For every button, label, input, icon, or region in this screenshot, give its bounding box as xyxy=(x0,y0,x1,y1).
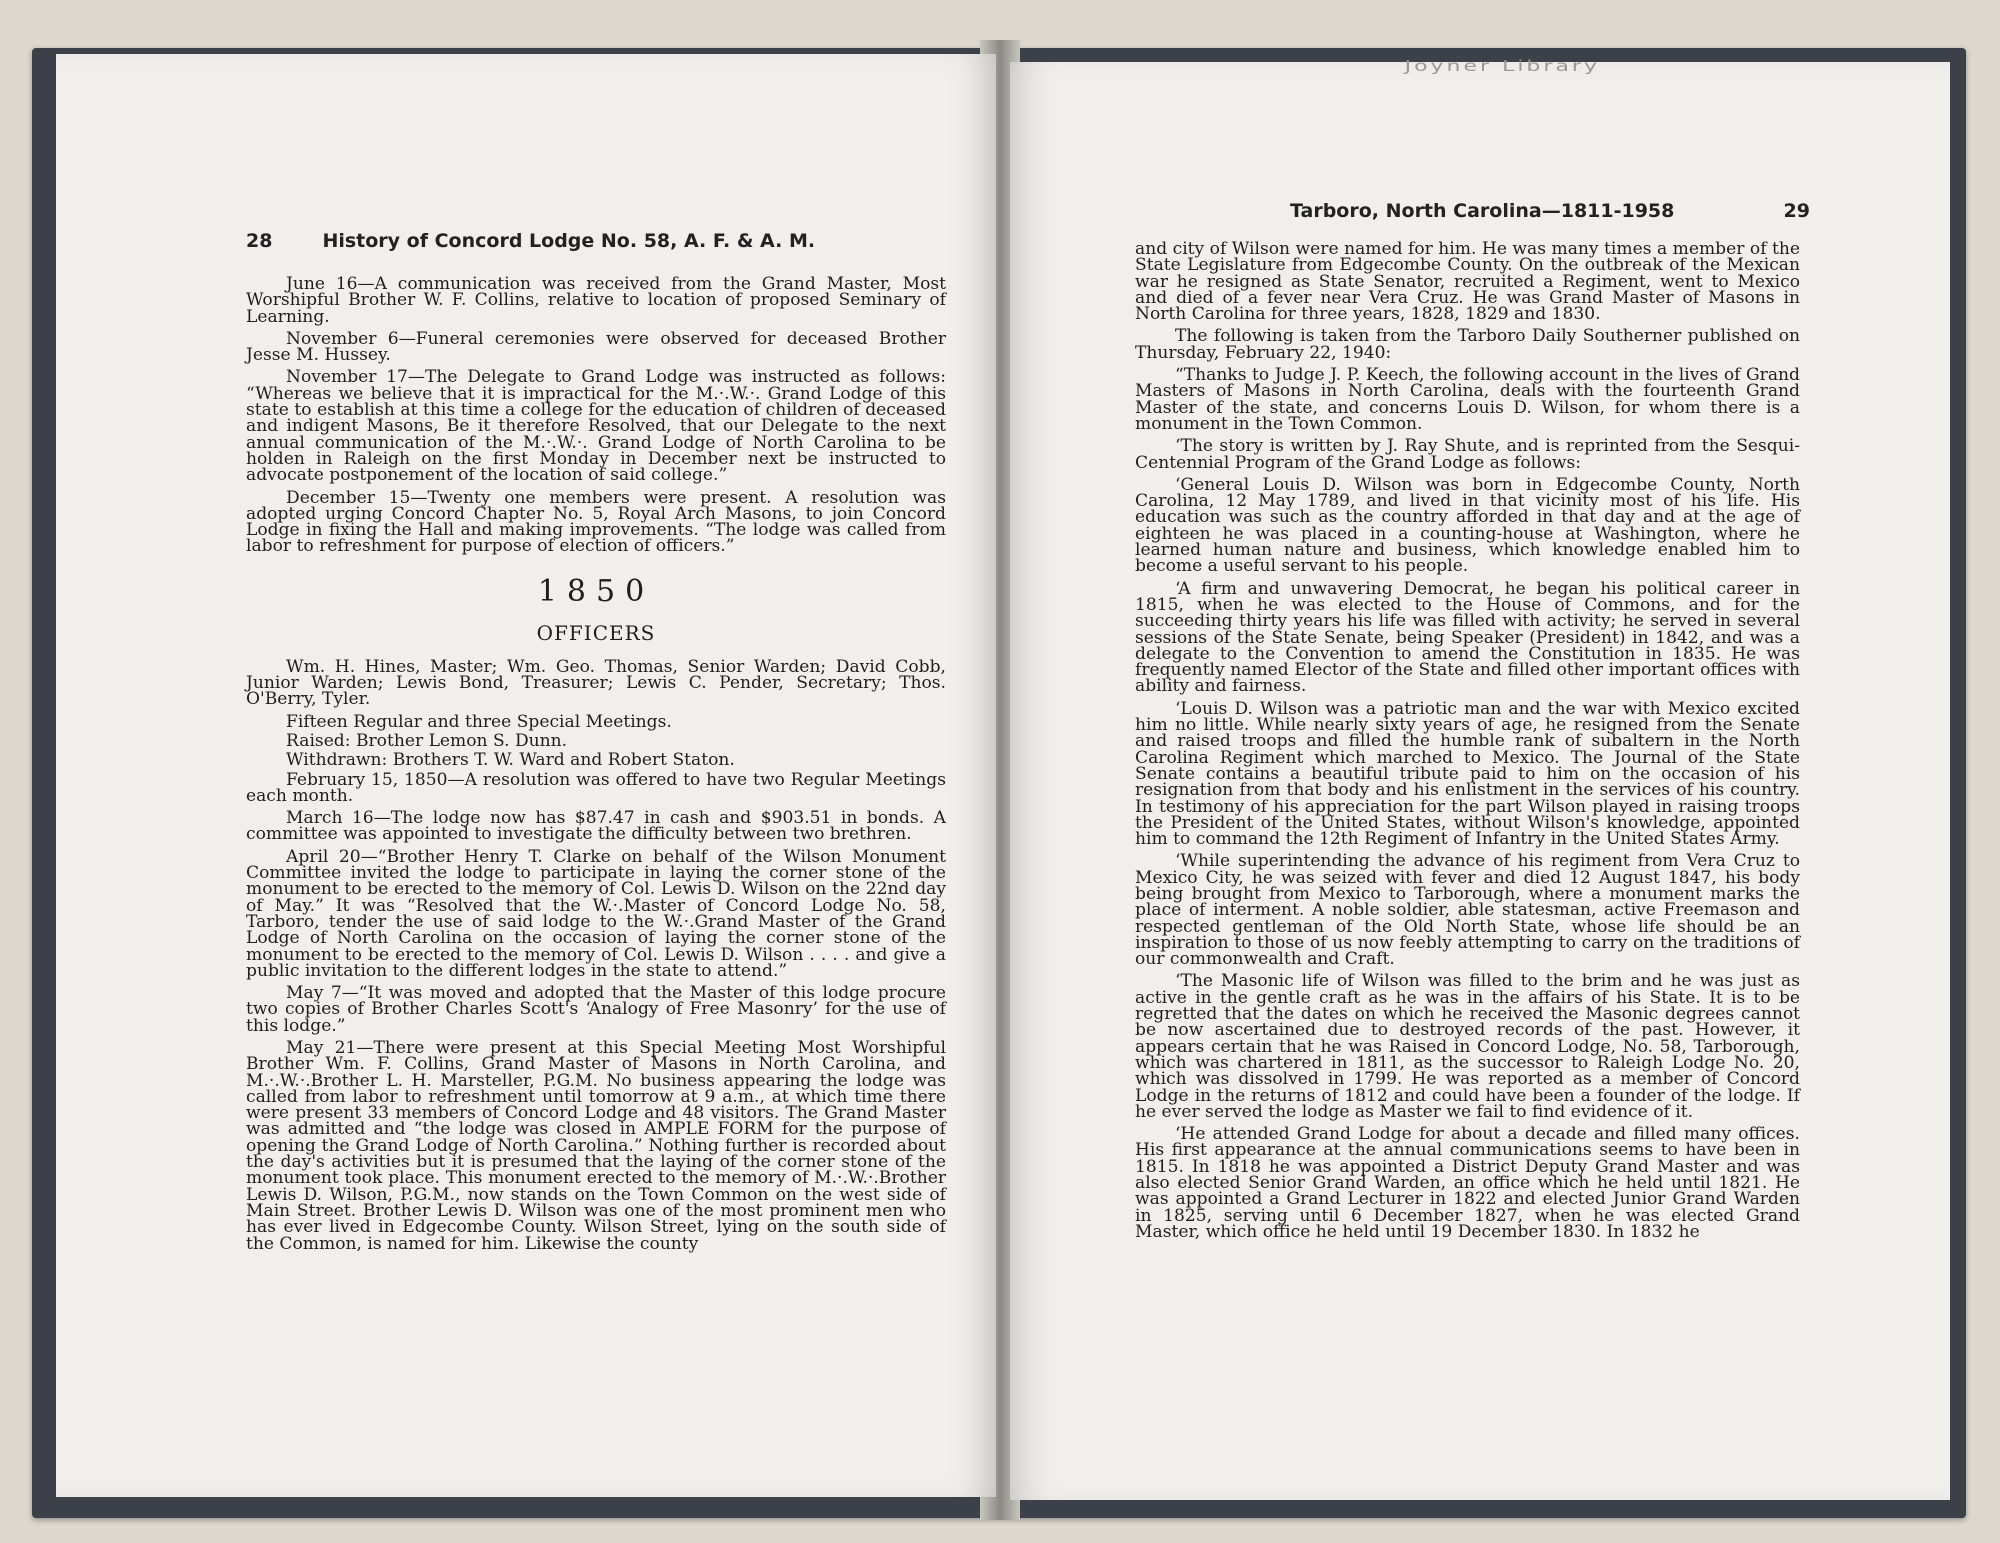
paragraph: ‘While superintending the advance of his regiment from Vera Cruz to Mexico City, he was seized with fever and died 12 August 1847, his body being brought from Mexico to Tarborough, where a monument marks the place of interment. A noble soldier, able statesman, active Freemason and respected gentleman of the Old North State, whose life should be an inspiration to those of us now feebly attempting to carry on the traditions of our commonwealth and Craft. xyxy=(1135,851,1800,970)
right-page xyxy=(1010,57,1950,1500)
paragraph: November 17—The Delegate to Grand Lodge was instructed as follows: “Whereas we believe that it is impractical for the M.·.W.·. Grand Lodge of this state to establish at this time a college for the education of children of deceased and indigent Masons, Be it therefore Resolved, that our Delegate to the next annual communication of the M.·.W.·. Grand Lodge of North Carolina to be holden in Raleigh on the first Monday in December next be instructed to advocate postponement of the location of said college.” xyxy=(246,367,946,486)
left-page-body xyxy=(246,276,946,1258)
paragraph: ‘Louis D. Wilson was a patriotic man and the war with Mexico excited him no little. While nearly sixty years of age, he resigned from the Senate and raised troops and filled the humble rank of subaltern in the North Carolina Regiment which marched to Mexico. The Journal of the State Senate contains a beautiful tribute paid to him on the occasion of his resignation from that body and his enlistment in the services of his country. In testimony of his appreciation for the part Wilson played in raising troops the President of the United States, without Wilson's knowledge, appointed him to command the 12th Regiment of Infantry in the United States Army. xyxy=(1135,698,1800,850)
paragraph: March 16—The lodge now has $87.47 in cash and $903.51 in bonds. A committee was appointed to investigate the difficulty between two brethren. xyxy=(246,808,946,845)
paragraph: May 21—There were present at this Special Meeting Most Worshipful Brother Wm. F. Collins, Grand Master of Masons in North Carolina, and M.·.W.·.Brother L. H. Marsteller, P.G.M. No business appearing the lodge was called from labor to refreshment until tomorrow at 9 a.m., at which time there were present 33 members of Concord Lodge and 48 visitors. The Grand Master was admitted and “the lodge was closed in AMPLE FORM for the purpose of opening the Grand Lodge of North Carolina.” Nothing further is recorded about the day's activities but it is presumed that the laying of the corner stone of the monument took place. This monument erected to the memory of M.·.W.·.Brother Lewis D. Wilson, P.G.M., now stands on the Town Common on the west side of Main Street. Brother Lewis D. Wilson was one of the most prominent men who has ever lived in Edgecombe County. Wilson Street, lying on the south side of the Common, is named for him. Likewise the county xyxy=(246,1037,946,1254)
paragraph: December 15—Twenty one members were present. A resolution was adopted urging Concord Chapter No. 5, Royal Arch Masons, to join Concord Lodge in fixing the Hall and making improvements. “The lodge was called from labor to refreshment for purpose of election of officers.” xyxy=(246,487,946,557)
paragraph: ‘The Masonic life of Wilson was filled to the brim and he was just as active in the gentle craft as he was in the affairs of his State. It is to be regretted that the dates on which he received the Masonic degrees cannot be now ascertained due to destroyed records of the past. However, it appears certain that he was Raised in Concord Lodge, No. 58, Tarborough, which was chartered in 1811, as the successor to Raleigh Lodge No. 20, which was dissolved in 1799. He was reported as a member of Concord Lodge in the returns of 1812 and could have been a founder of the lodge. If he ever served the lodge as Master we fail to find evidence of it. xyxy=(1135,971,1800,1122)
right-page-body xyxy=(1135,241,1800,1246)
paragraph: June 16—A communication was received from the Grand Master, Most Worshipful Brother W. F. Collins, relative to location of proposed Seminary of Learning. xyxy=(246,274,946,327)
officers-heading: OFFICERS xyxy=(536,620,656,645)
library-stamp: Joyner Library xyxy=(1404,57,1600,76)
paragraph: Wm. H. Hines, Master; Wm. Geo. Thomas, Senior Warden; David Cobb, Junior Warden; Lewis Bond, Treasurer; Lewis C. Pender, Secretary; Thos. O'Berry, Tyler. xyxy=(246,656,946,710)
left-page xyxy=(56,54,996,1497)
paragraph: ‘General Louis D. Wilson was born in Edgecombe County, North Carolina, 12 May 1789, and lived in that vicinity most of his life. His education was such as the country afforded in that day and at the age of eighteen he was placed in a counting-house at Washington, where he learned human nature and business, which knowledge enabled him to become a useful servant to his people. xyxy=(1135,474,1800,577)
paragraph: The following is taken from the Tarboro Daily Southerner published on Thursday, February 22, 1940: xyxy=(1135,326,1800,363)
paragraph: “Thanks to Judge J. P. Keech, the following account in the lives of Grand Masters of Masons in North Carolina, deals with the fourteenth Grand Master of the state, and concerns Louis D. Wilson, for whom there is a monument in the Town Common. xyxy=(1135,365,1800,434)
paragraph: Fifteen Regular and three Special Meetings. xyxy=(286,711,672,732)
right-page-number: 29 xyxy=(1783,200,1810,222)
left-page-number: 28 xyxy=(246,230,273,252)
paragraph: ‘A firm and unwavering Democrat, he began his political career in 1815, when he was elected to the House of Commons, and for the succeeding thirty years his life was filled with activity; he served in several sessions of the State Senate, being Speaker (President) in 1842, and was a delegate to the Convention to amend the Constitution in 1835. He was frequently named Elector of the State and filled other important offices with ability and fairness. xyxy=(1135,578,1800,697)
paragraph: ‘He attended Grand Lodge for about a decade and filled many offices. His first appearance at the annual communications seems to have been in 1815. In 1818 he was appointed a District Deputy Grand Master and was also elected Senior Grand Warden, an office which he held until 1821. He was appointed a Grand Lecturer in 1822 and elected Junior Grand Warden in 1825, serving until 6 December 1827, when he was elected Grand Master, which office he held until 19 December 1830. In 1832 he xyxy=(1135,1124,1800,1242)
left-running-head-title: History of Concord Lodge No. 58, A. F. & A. M. xyxy=(322,230,816,252)
paragraph: Raised: Brother Lemon S. Dunn. xyxy=(286,730,568,751)
paragraph: May 7—“It was moved and adopted that the Master of this lodge procure two copies of Brother Charles Scott's ‘Analogy of Free Masonry’ for the use of this lodge.” xyxy=(246,983,946,1036)
paragraph: ‘The story is written by J. Ray Shute, and is reprinted from the Sesqui-Centennial Program of the Grand Lodge as follows: xyxy=(1135,436,1800,473)
paragraph: April 20—“Brother Henry T. Clarke on behalf of the Wilson Monument Committee invited the lodge to participate in laying the corner stone of the monument to be erected to the memory of Col. Lewis D. Wilson on the 22nd day of May.” It was “Resolved that the W.·.Master of Concord Lodge No. 58, Tarboro, tender the use of said lodge to the W.·.Grand Master of the Grand Lodge of North Carolina on the occasion of laying the corner stone of the monument to be erected to the memory of Col. Lewis D. Wilson . . . . and give a public invitation to the different lodges in the state to attend.” xyxy=(246,846,946,981)
paragraph: Withdrawn: Brothers T. W. Ward and Robert Staton. xyxy=(286,750,735,771)
right-running-head-title: Tarboro, North Carolina—1811-1958 xyxy=(1290,200,1675,222)
paragraph: February 15, 1850—A resolution was offered to have two Regular Meetings each month. xyxy=(246,769,946,806)
left-running-head xyxy=(246,230,966,252)
paragraph: and city of Wilson were named for him. He was many times a member of the State Legislature from Edgecombe County. On the outbreak of the Mexican war he resigned as State Senator, recruited a Regiment, went to Mexico and died of a fever near Vera Cruz. He was Grand Master of Masons in North Carolina for three years, 1828, 1829 and 1830. xyxy=(1135,239,1800,325)
paragraph: November 6—Funeral ceremonies were observed for deceased Brother Jesse M. Hussey. xyxy=(246,328,946,366)
year-heading: 1850 xyxy=(537,573,655,609)
right-running-head xyxy=(1290,200,1810,222)
